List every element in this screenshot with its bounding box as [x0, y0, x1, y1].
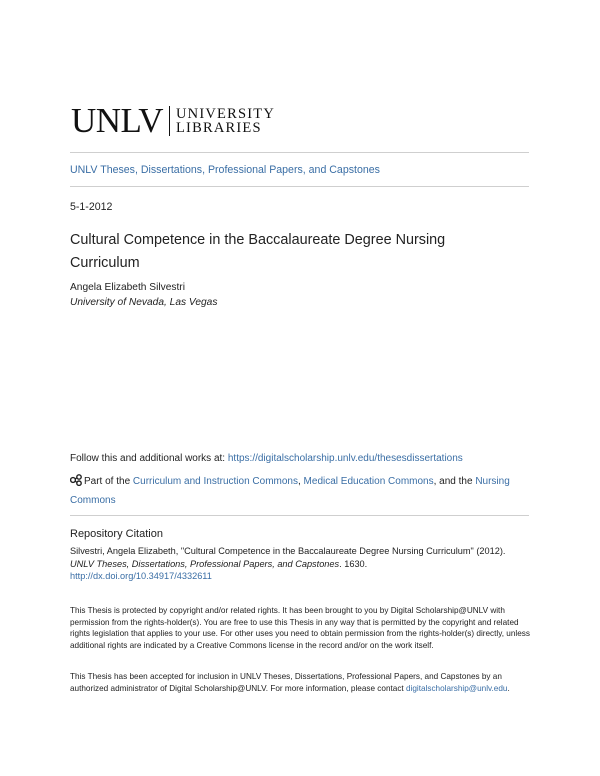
commons-network-icon — [70, 474, 82, 492]
part-of-line — [70, 473, 510, 509]
collection-link[interactable]: UNLV Theses, Dissertations, Professional Papers, and Capstones — [70, 164, 380, 176]
citation-doi-link[interactable]: http://dx.doi.org/10.34917/4332611 — [70, 571, 212, 582]
publication-date: 5-1-2012 — [70, 201, 113, 213]
follow-url-link[interactable]: https://digitalscholarship.unlv.edu/thesesdissertations — [227, 453, 463, 464]
acceptance-end: . — [507, 683, 510, 693]
divider-collection — [70, 186, 529, 187]
author-affiliation: University of Nevada, Las Vegas — [70, 297, 218, 308]
part-of-sep2: , and the — [433, 476, 476, 487]
logo-line-libraries: LIBRARIES — [176, 120, 262, 136]
rights-statement: This Thesis is protected by copyright and/or related rights. It has been brought to you by Digital Scholarship@UNLV with permission from the rights-holder(s). You are free to use this Thesis in any way that is permitted by the copyright and related rights legislation that applies to your use. For other uses you need to obtain permission from the rights-holder(s) directly, unless additional rights are indicated by a Creative Commons license in the record and/or on the work itself. — [70, 606, 530, 650]
medical-education-commons-link[interactable]: Medical Education Commons — [303, 476, 434, 487]
divider-top — [70, 152, 529, 153]
author-name: Angela Elizabeth Silvestri — [70, 282, 185, 293]
citation-heading: Repository Citation — [70, 528, 163, 540]
contact-email-link[interactable]: digitalscholarship@unlv.edu — [405, 683, 508, 693]
logo-libraries-text — [176, 107, 275, 135]
citation-number: . 1630. — [339, 558, 368, 569]
divider-citation — [70, 515, 529, 516]
part-of-sep1: , — [297, 476, 304, 487]
part-of-prefix: Part of the — [84, 476, 133, 487]
logo-unlv-wordmark: UNLV — [71, 101, 163, 140]
follow-line — [70, 453, 463, 464]
logo-divider — [169, 106, 170, 136]
nursing-commons-link[interactable]: Nursing Commons — [70, 476, 510, 506]
acceptance-statement — [70, 671, 530, 694]
citation-body — [70, 545, 540, 583]
acceptance-text: This Thesis has been accepted for inclusion in UNLV Theses, Dissertations, Professional Papers, and Capstones by an authorized administrator of Digital Scholarship@UNLV. For more information, please contact — [70, 672, 502, 693]
citation-series: UNLV Theses, Dissertations, Professional Papers, and Capstones — [70, 558, 340, 569]
curriculum-instruction-commons-link[interactable]: Curriculum and Instruction Commons — [132, 476, 298, 487]
logo-line-university: UNIVERSITY — [176, 106, 275, 122]
citation-text: Silvestri, Angela Elizabeth, "Cultural Competence in the Baccalaureate Degree Nursing Curriculum" (2012). — [70, 546, 506, 556]
unlv-libraries-logo — [71, 101, 275, 140]
follow-prefix: Follow this and additional works at: — [70, 453, 228, 464]
document-title: Cultural Competence in the Baccalaureate Degree Nursing Curriculum — [70, 232, 446, 271]
